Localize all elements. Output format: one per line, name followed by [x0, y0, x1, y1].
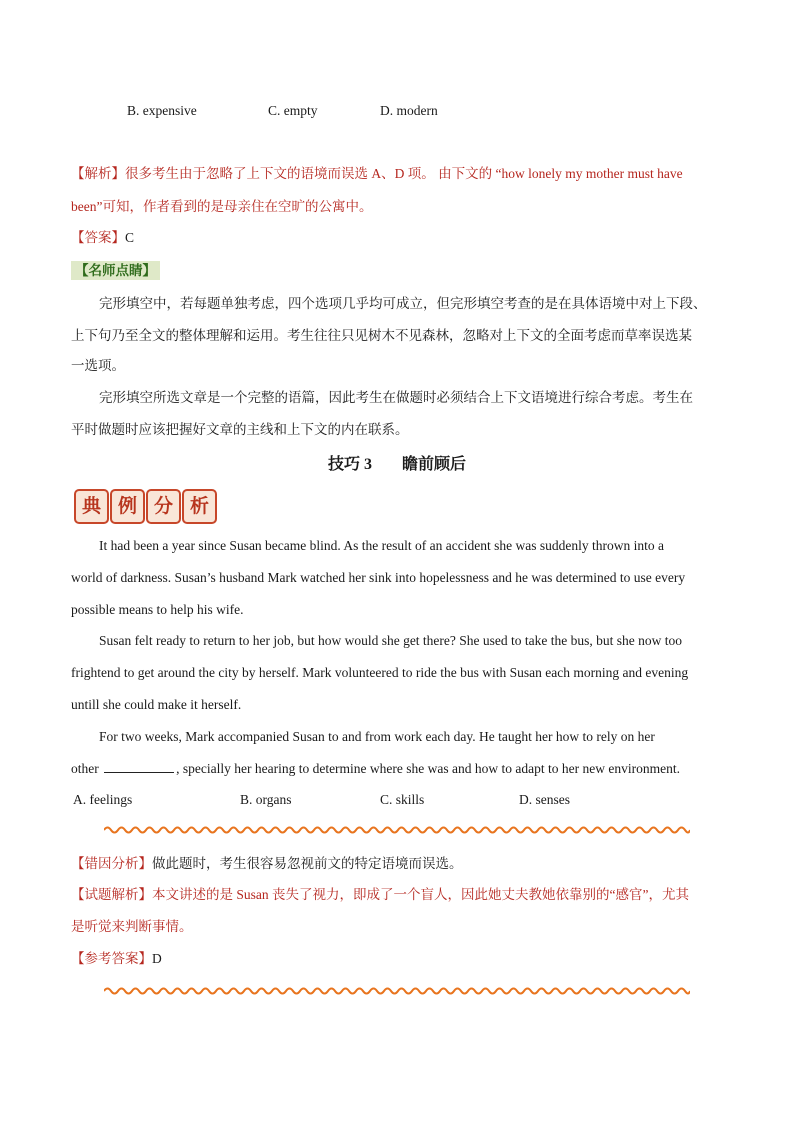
passage-p2-line1: Susan felt ready to return to her job, but how would she get there? She used to take the bus, but she now too [99, 633, 683, 648]
passage-p2-line3: untill she could make it herself. [71, 697, 242, 712]
analysis-text-2: been”可知，作者看到的是母亲住在空旷的公寓中。 [71, 199, 373, 214]
analysis-line-1 [71, 166, 683, 182]
passage-p1-line3: possible means to help his wife. [71, 602, 244, 617]
option-b: B. expensive [127, 103, 197, 118]
option-d: D. modern [380, 103, 438, 118]
item-analysis-tag: 【试题解析】 [71, 887, 152, 902]
passage-p3-pre: other [71, 761, 99, 776]
section-number: 技巧 3 [327, 456, 372, 473]
error-analysis-line [71, 856, 463, 872]
reference-answer-tag: 【参考答案】 [71, 951, 152, 966]
note-p1-line3: 一选项。 [71, 358, 125, 373]
stamp-char: 例 [110, 489, 145, 524]
note-p2-line2: 平时做题时应该把握好文章的主线和上下文的内在联系。 [71, 422, 409, 437]
teacher-note-badge: 【名师点睛】 [71, 261, 160, 280]
option-b: B. organs [240, 792, 292, 807]
section-title: 瞻前顾后 [402, 456, 467, 473]
passage-p1-line1: It had been a year since Susan became blind. As the result of an accident she was suddenly thrown into a [99, 538, 664, 553]
option-c: C. skills [380, 792, 425, 807]
answer-blank[interactable] [104, 761, 174, 773]
stamp-char: 分 [146, 489, 181, 524]
reference-answer-line [71, 951, 162, 967]
wavy-line [104, 989, 690, 994]
wavy-divider [104, 986, 690, 996]
passage-p3-line1: For two weeks, Mark accompanied Susan to and from work each day. He taught her how to rely on her [99, 729, 655, 744]
stamp-char: 典 [74, 489, 109, 524]
analysis-tag: 【解析】 [71, 166, 125, 181]
item-analysis-line1 [71, 887, 689, 903]
error-analysis-tag: 【错因分析】 [71, 856, 152, 871]
error-analysis-text: 做此题时，考生很容易忽视前文的特定语境而误选。 [152, 856, 463, 871]
option-d: D. senses [519, 792, 570, 807]
passage-p3-line2 [71, 761, 680, 777]
passage-p3-post: , specially her hearing to determine where she was and how to adapt to her new environment. [176, 761, 680, 776]
note-p1-line2: 上下句乃至全文的整体理解和运用。考生往往只见树木不见森林，忽略对上下文的全面考虑而草率误选某 [71, 328, 692, 343]
section-heading [0, 455, 794, 475]
passage-p2-line2: frightend to get around the city by herself. Mark volunteered to ride the bus with Susan each morning and evening [71, 665, 689, 680]
answer-line [71, 230, 134, 246]
wavy-divider [104, 825, 690, 835]
passage-p1-line2: world of darkness. Susan’s husband Mark watched her sink into hopelessness and he was determined to use every [71, 570, 686, 585]
item-analysis-text-1: 本文讲述的是 Susan 丧失了视力，即成了一个盲人，因此她丈夫教她依靠别的“感官”，尤其 [152, 887, 689, 902]
wavy-line [104, 828, 690, 833]
answer-value: C [125, 230, 135, 245]
item-analysis-text-2: 是听觉来判断事情。 [71, 919, 193, 934]
stamp-char: 析 [182, 489, 217, 524]
answer-tag: 【答案】 [71, 230, 125, 245]
note-p2-line1: 完形填空所选文章是一个完整的语篇，因此考生在做题时必须结合上下文语境进行综合考虑。考生在 [99, 390, 693, 405]
analysis-text-1: 很多考生由于忽略了上下文的语境而误选 A、D 项。 由下文的 “how lonely my mother must have [125, 166, 683, 181]
option-c: C. empty [268, 103, 318, 118]
option-a: A. feelings [73, 792, 133, 807]
note-p1-line1: 完形填空中，若每题单独考虑，四个选项几乎均可成立，但完形填空考查的是在具体语境中对上下段、 [99, 296, 707, 311]
reference-answer-value: D [152, 951, 162, 966]
